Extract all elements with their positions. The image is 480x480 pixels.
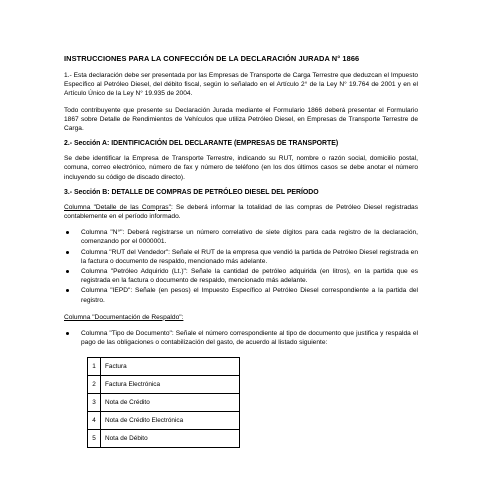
bullet-icon — [66, 289, 69, 292]
compras-bullet-list — [64, 228, 418, 305]
table-row: 3 Nota de Crédito — [88, 394, 240, 412]
bullet-icon — [66, 270, 69, 273]
compras-text: : Se deberá informar la totalidad de las compras de Petróleo Diesel registradas contablemente en el período informado. — [64, 203, 419, 221]
table-row: 5 Nota de Débito — [88, 430, 240, 448]
table-row: 4 Nota de Crédito Electrónica — [88, 412, 240, 430]
section-b-title: 3.- Sección B: DETALLE DE COMPRAS DE PETRÓLEO DIESEL DEL PERÍODO — [64, 188, 319, 196]
document-title: INSTRUCCIONES PARA LA CONFECCIÓN DE LA DECLARACIÓN JURADA N° 1866 — [64, 54, 360, 63]
list-item: Columna "RUT del Vendedor": Señale el RUT de la empresa que vendió la partida de Petróleo Diesel registrada en la factura o documento de respaldo, mencionado más adelante. — [64, 248, 418, 266]
intro-paragraph-1: 1.- Esta declaración debe ser presentada por las Empresas de Transporte de Carga Terrestre que deduzcan el Impuesto Específico al Petróleo Diesel, del débito fiscal, según lo señalado en el Artículo 2° de la Ley N° 19.764 de 2001 y en el Artículo Único de la Ley N° 19.935 de 2004. — [64, 72, 418, 98]
compras-label: Columna "Detalle de las Compras" — [64, 203, 171, 211]
section-a-title: 2.- Sección A: IDENTIFICACIÓN DEL DECLARANTE (EMPRESAS DE TRANSPORTE) — [64, 140, 339, 148]
document-types-table — [87, 357, 240, 448]
table-row: 2 Factura Electrónica — [88, 376, 240, 394]
bullet-icon — [66, 332, 69, 335]
intro-paragraph-2: Todo contribuyente que presente su Declaración Jurada mediante el Formulario 1866 deberá presentar el Formulario 1867 sobre Detalle de Rendimientos de Vehículos que utiliza Petróleo Diesel, en Empresas de Transporte Terrestre de Carga. — [64, 106, 418, 133]
table-row: 1 Factura — [88, 358, 240, 376]
list-item: Columna "Petróleo Adquirido (Lt.)": Señale la cantidad de petróleo adquirida (en litros), en la partida que es registrada en la factura o documento de respaldo, mencionado más adelante. — [64, 267, 418, 285]
bullet-icon — [66, 251, 69, 254]
list-item: Columna "IEPD": Señale (en pesos) el Impuesto Específico al Petróleo Diesel correspondiente a la partida del registro. — [64, 286, 418, 304]
list-item: Columna "N°": Deberá registrarse un número correlativo de siete dígitos para cada registro de la declaración, comenzando por el 0000001. — [64, 228, 418, 246]
compras-paragraph — [64, 203, 418, 221]
bullet-icon — [66, 231, 69, 234]
list-item: Columna "Tipo de Documento": Señale el número correspondiente al tipo de documento que justifica y respalda el pago de las obligaciones o contabilización del gasto, de acuerdo al listado siguiente: — [64, 329, 418, 347]
section-a-text: Se debe identificar la Empresa de Transporte Terrestre, indicando su RUT, nombre o razón social, domicilio postal, comuna, correo electrónico, número de fax y número de teléfono (en los dos últimos casos se debe anotar el número incluyendo su código de discado directo). — [64, 155, 418, 181]
respaldo-bullet-list — [64, 329, 418, 347]
respaldo-heading: Columna "Documentación de Respaldo": — [64, 313, 184, 321]
